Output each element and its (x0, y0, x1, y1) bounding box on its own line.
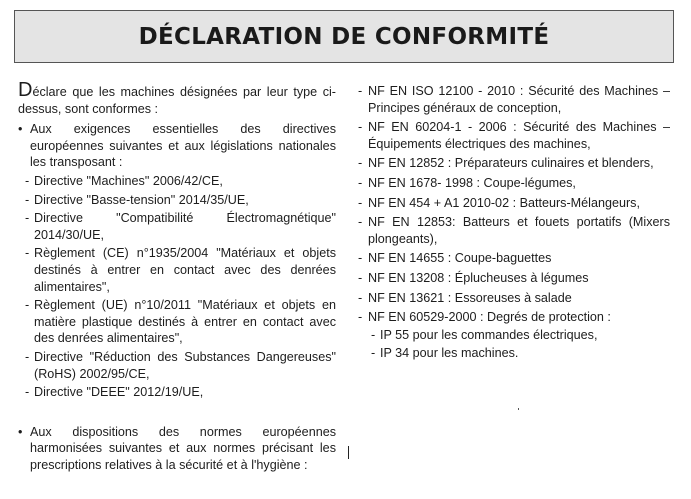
norm-text: NF EN 12852 : Préparateurs culinaires et blenders, (368, 156, 654, 171)
norm-text: NF EN 13208 : Éplucheuses à légumes (368, 270, 589, 285)
dash-marker: - (358, 270, 363, 285)
norm-text: NF EN 14655 : Coupe-baguettes (368, 251, 552, 266)
dash-marker: - (358, 215, 363, 230)
dash-marker: - (358, 156, 363, 171)
directive-text: Directive "Machines" 2006/42/CE, (34, 173, 223, 188)
dash-marker: - (25, 173, 30, 188)
protection-text: IP 55 pour les commandes électriques, (380, 327, 598, 342)
dash-marker: - (371, 327, 376, 342)
norm-text: NF EN 454 + A1 2010-02 : Batteurs-Mélangeurs, (368, 195, 640, 210)
intro-drop-letter: D (18, 79, 33, 101)
directives-heading-text: Aux exigences essentielles des directives européennes suivantes et aux législations nationales les transposant : (30, 122, 336, 170)
norm-item (358, 195, 670, 212)
dash-marker: - (358, 251, 363, 266)
norm-text: NF EN ISO 12100 - 2010 : Sécurité des Machines – Principes généraux de conception, (368, 84, 670, 115)
intro-paragraph (18, 79, 336, 117)
dash-marker: - (371, 346, 376, 361)
directive-text: Règlement (UE) n°10/2011 "Matériaux et objets en matière plastique destinés à entrer en contact avec des denrées alimentaires", (34, 298, 336, 346)
protection-text: IP 34 pour les machines. (380, 346, 519, 361)
intro-text: éclare que les machines désignées par leur type ci-dessus, sont conformes : (18, 85, 336, 116)
spacer (18, 403, 336, 420)
directive-text: Directive "Compatibilité Électromagnétique" 2014/30/UE, (34, 211, 336, 242)
directive-text: Directive "Réduction des Substances Dangereuses" (RoHS) 2002/95/CE, (34, 349, 336, 381)
norm-text: NF EN 60204-1 - 2006 : Sécurité des Machines – Équipements électriques des machines, (368, 120, 670, 151)
right-column (358, 83, 670, 365)
page-title: DÉCLARATION DE CONFORMITÉ (138, 23, 550, 50)
directive-item (25, 384, 336, 401)
norm-item (358, 270, 670, 287)
dash-marker: - (358, 195, 363, 210)
dash-marker: - (358, 84, 363, 98)
protection-item (371, 345, 670, 362)
bullet-icon: • (18, 122, 23, 137)
norm-text: NF EN 60529-2000 : Degrés de protection : (368, 310, 611, 325)
dash-marker: - (25, 349, 30, 364)
protection-list (368, 327, 670, 362)
norm-item (358, 83, 670, 116)
bullet-icon: • (18, 424, 23, 439)
left-column (18, 79, 336, 473)
dash-marker: - (25, 192, 30, 207)
title-box (14, 10, 674, 63)
protection-item (371, 327, 670, 344)
norm-text: NF EN 1678- 1998 : Coupe-légumes, (368, 175, 576, 190)
dash-marker: - (25, 298, 30, 313)
norm-item (358, 214, 670, 247)
norm-item (358, 155, 670, 172)
norm-text: NF EN 12853: Batteurs et fouets portatifs (Mixers plongeants), (368, 215, 670, 246)
norm-item (358, 119, 670, 152)
norm-text: NF EN 13621 : Essoreuses à salade (368, 290, 572, 305)
dash-marker: - (358, 310, 363, 325)
scan-artifact-dot (518, 408, 519, 410)
directive-item (25, 349, 336, 382)
norms-heading (18, 424, 336, 474)
dash-marker: - (358, 175, 363, 190)
norm-item (358, 175, 670, 192)
dash-marker: - (25, 211, 30, 226)
directive-text: Règlement (CE) n°1935/2004 "Matériaux et objets destinés à entrer en contact avec des denrées alimentaires", (34, 246, 336, 294)
dash-marker: - (25, 385, 30, 400)
norms-heading-text: Aux dispositions des normes européennes harmonisées suivantes et aux normes précisant les prescriptions relatives à la sécurité et à l'hygiène : (30, 424, 336, 472)
dash-marker: - (25, 246, 30, 261)
directives-list (18, 173, 336, 401)
directives-heading (18, 121, 336, 171)
directive-text: Directive "DEEE" 2012/19/UE, (34, 385, 204, 400)
norm-item (358, 290, 670, 307)
directive-item (25, 192, 336, 209)
directive-item (25, 173, 336, 190)
directive-item (25, 210, 336, 243)
dash-marker: - (358, 120, 363, 135)
text-cursor (348, 446, 349, 459)
norm-item (358, 309, 670, 362)
directive-text: Directive "Basse-tension" 2014/35/UE, (34, 192, 249, 207)
norm-item (358, 250, 670, 267)
directive-item (25, 297, 336, 347)
dash-marker: - (358, 290, 363, 305)
directive-item (25, 245, 336, 295)
norms-list (358, 83, 670, 362)
